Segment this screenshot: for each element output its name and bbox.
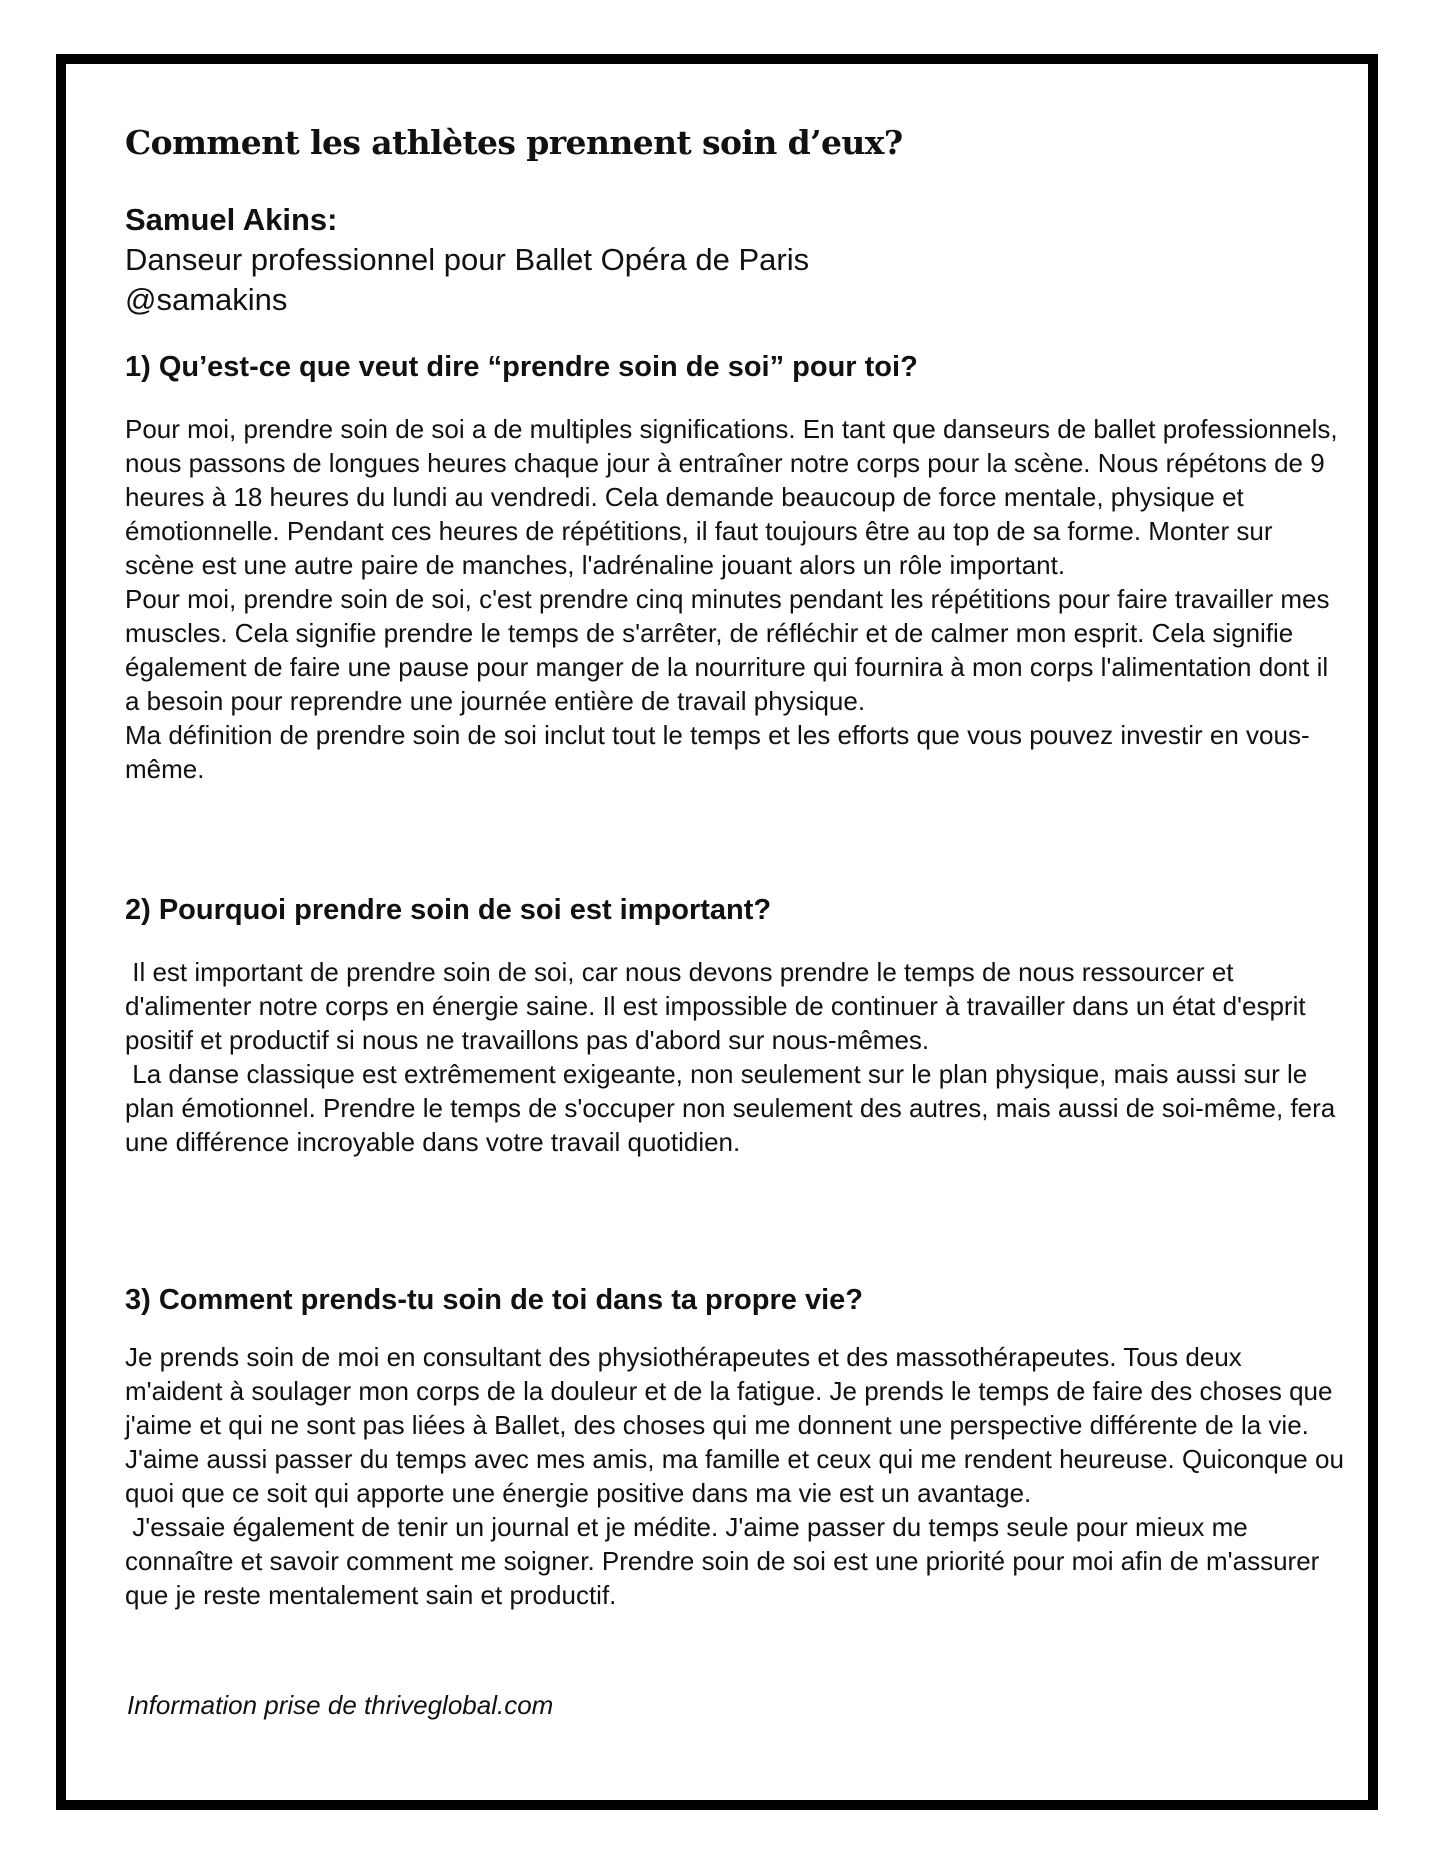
answer-1-paragraph-3: Ma définition de prendre soin de soi inclut tout le temps et les efforts que vous pouvez investir en vous-même. — [125, 720, 1310, 784]
answer-3-paragraph-1: Je prends soin de moi en consultant des physiothérapeutes et des massothérapeutes. Tous deux m'aident à soulager mon corps de la douleur et de la fatigue. Je prends le temps de faire des choses que j'aime et qui ne sont pas liées à Ballet, des choses qui me donnent une perspective différente de la vie. J'aime aussi passer du temps avec mes amis, ma famille et ceux qui me rendent heureuse. Quiconque ou quoi que ce soit qui apporte une énergie positive dans ma vie est un avantage. — [125, 1342, 1352, 1508]
source-credit: Information prise de thriveglobal.com — [127, 1690, 554, 1720]
answer-2 — [125, 955, 1345, 1159]
question-3-heading: 3) Comment prends-tu soin de toi dans ta propre vie? — [125, 1284, 863, 1316]
question-2-heading: 2) Pourquoi prendre soin de soi est important? — [125, 894, 772, 926]
answer-1-paragraph-2: Pour moi, prendre soin de soi, c'est prendre cinq minutes pendant les répétitions pour faire travailler mes muscles. Cela signifie prendre le temps de s'arrêter, de réfléchir et de calmer mon esprit. Cela signifie également de faire une pause pour manger de la nourriture qui fournira à mon corps l'alimentation dont il a besoin pour reprendre une journée entière de travail physique. — [125, 584, 1337, 716]
answer-3-paragraph-2: J'essaie également de tenir un journal et je médite. J'aime passer du temps seule pour mieux me connaître et savoir comment me soigner. Prendre soin de soi est une priorité pour moi afin de m'assurer que je reste mentalement sain et productif. — [125, 1512, 1327, 1610]
answer-2-paragraph-2: La danse classique est extrêmement exigeante, non seulement sur le plan physique, mais aussi sur le plan émotionnel. Prendre le temps de s'occuper non seulement des autres, mais aussi de soi-même, fera une différence incroyable dans votre travail quotidien. — [125, 1059, 1343, 1157]
answer-1-paragraph-1: Pour moi, prendre soin de soi a de multiples significations. En tant que danseurs de ballet professionnels, nous passons de longues heures chaque jour à entraîner notre corps pour la scène. Nous répétons de 9 heures à 18 heures du lundi au vendredi. Cela demande beaucoup de force mentale, physique et émotionnelle. Pendant ces heures de répétitions, il faut toujours être au top de sa forme. Monter sur scène est une autre paire de manches, l'adrénaline jouant alors un rôle important. — [125, 414, 1345, 580]
author-role: Danseur professionnel pour Ballet Opéra de Paris — [125, 242, 810, 277]
question-1-heading: 1) Qu’est-ce que veut dire “prendre soin de soi” pour toi? — [125, 351, 918, 383]
answer-2-paragraph-1: Il est important de prendre soin de soi, car nous devons prendre le temps de nous ressourcer et d'alimenter notre corps en énergie saine. Il est impossible de continuer à travailler dans un état d'esprit positif et productif si nous ne travaillons pas d'abord sur nous-mêmes. — [125, 957, 1313, 1055]
answer-3 — [125, 1340, 1352, 1612]
page-title: Comment les athlètes prennent soin d’eux? — [125, 123, 903, 162]
author-name: Samuel Akins: — [125, 202, 338, 237]
author-info — [125, 200, 809, 320]
author-handle: @samakins — [125, 282, 288, 317]
answer-1 — [125, 412, 1345, 786]
